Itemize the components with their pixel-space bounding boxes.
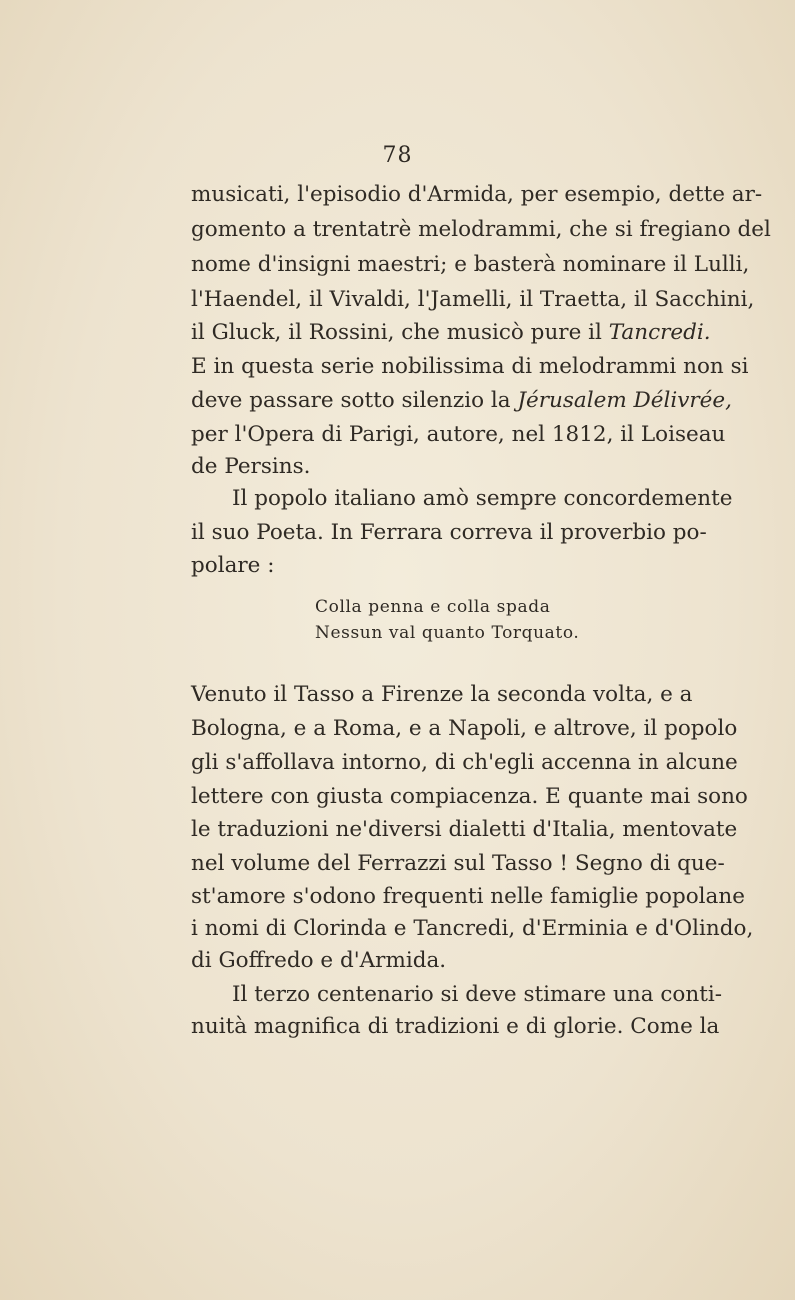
paragraph-first-line: Il popolo italiano amò sempre concordemente <box>232 486 733 511</box>
text-line: Venuto il Tasso a Firenze la seconda volta, e a <box>191 682 693 707</box>
text-line: per l'Opera di Parigi, autore, nel 1812, il Loiseau <box>191 422 726 447</box>
text-line: lettere con giusta compiacenza. E quante mai sono <box>191 784 748 809</box>
text-line: i nomi di Clorinda e Tancredi, d'Erminia e d'Olindo, <box>191 916 754 941</box>
text-line: nuità magnifica di tradizioni e di glorie. Come la <box>191 1014 720 1039</box>
page-number: 78 <box>382 143 413 168</box>
verse-line: Nessun val quanto Torquato. <box>315 623 580 643</box>
text-line: di Goffredo e d'Armida. <box>191 948 447 973</box>
italic-title: Jérusalem Délivrée, <box>517 388 732 413</box>
text-line: l'Haendel, il Vivaldi, l'Jamelli, il Traetta, il Sacchini, <box>191 287 755 312</box>
text-segment: il Gluck, il Rossini, che musicò pure il <box>191 320 602 345</box>
text-line: polare : <box>191 553 275 578</box>
verse-line: Colla penna e colla spada <box>315 597 551 617</box>
paragraph-first-line: Il terzo centenario si deve stimare una conti- <box>232 982 723 1007</box>
text-line: nome d'insigni maestri; e basterà nominare il Lulli, <box>191 252 750 277</box>
text-line <box>191 318 711 348</box>
text-line: musicati, l'episodio d'Armida, per esempio, dette ar- <box>191 182 763 207</box>
text-segment: deve passare sotto silenzio la <box>191 388 511 413</box>
text-line: gli s'affollava intorno, di ch'egli accenna in alcune <box>191 750 738 775</box>
text-line: st'amore s'odono frequenti nelle famiglie popolane <box>191 884 745 909</box>
text-line: E in questa serie nobilissima di melodrammi non si <box>191 354 749 379</box>
text-line <box>191 386 732 416</box>
text-line: Bologna, e a Roma, e a Napoli, e altrove, il popolo <box>191 716 738 741</box>
text-line: gomento a trentatrè melodrammi, che si fregiano del <box>191 217 771 242</box>
italic-title: Tancredi. <box>608 320 711 345</box>
text-line: nel volume del Ferrazzi sul Tasso ! Segno di que- <box>191 851 725 876</box>
text-line: le traduzioni ne'diversi dialetti d'Italia, mentovate <box>191 817 738 842</box>
text-line: il suo Poeta. In Ferrara correva il proverbio po- <box>191 520 707 545</box>
text-line: de Persins. <box>191 454 311 479</box>
